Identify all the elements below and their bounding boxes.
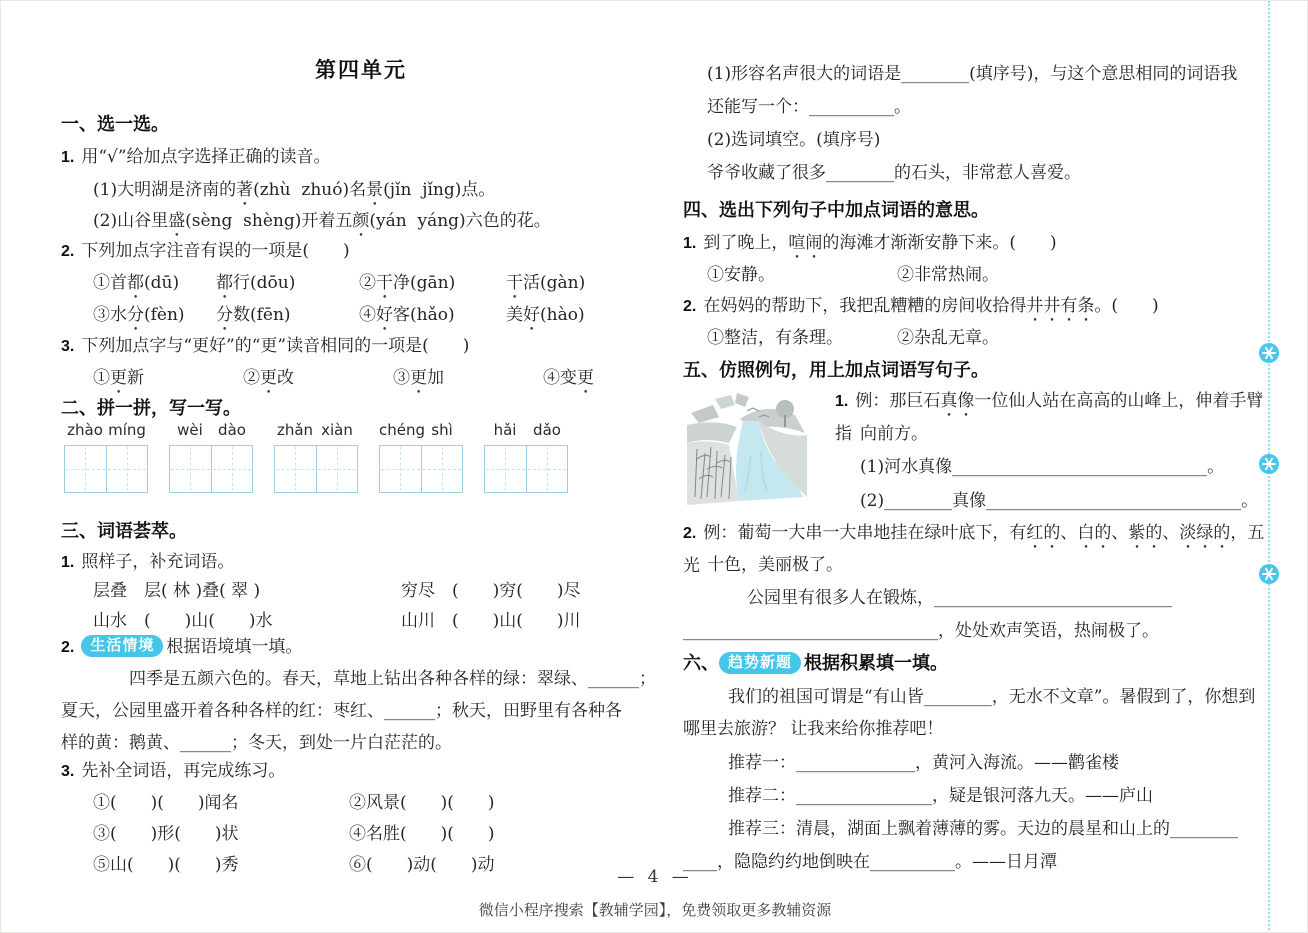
section-5-heading: 五、仿照例句，用上加点词语写句子。: [683, 360, 989, 380]
q3-options-row: [93, 365, 594, 398]
fill-word: ④名胜( )( ): [349, 824, 495, 844]
pinyin-label: hǎi dǎo: [493, 421, 561, 439]
pinyin-label: zhào míng: [67, 421, 146, 439]
cont-line3: (2)选词填空。(填序号): [707, 130, 881, 150]
s6-rec1: 推荐一：______________，黄河入海流。——鹳雀楼: [728, 753, 1119, 773]
grid-group-3: [274, 421, 358, 493]
unit-title: 第四单元: [315, 59, 407, 82]
s5-q1-line1: 1. 例：那巨石真像一位仙人站在高高的山峰上，伸着手臂指: [835, 391, 1264, 444]
s5-q1-line2: 向前方。: [860, 424, 928, 444]
q2-opt8: 美好(hào): [506, 305, 585, 325]
fill-word: ⑥( )动( )动: [349, 855, 495, 875]
s5-q2-line3: 公园里有很多人在锻炼，____________________________: [747, 588, 1172, 608]
s4-q2-opt1: ①整洁，有条理。: [707, 328, 843, 348]
s3-q3-row1: [93, 790, 495, 817]
s3-q2-para1: 四季是五颜六色的。春天，草地上钻出各种各样的绿：翠绿、______；: [129, 669, 656, 689]
s3-q3-row2: [93, 821, 495, 848]
writing-box: [169, 445, 253, 493]
footer-note: 微信小程序搜索【教辅学园】，免费领取更多教辅资源: [478, 902, 832, 919]
s6-rec2: 推荐二：________________，疑是银河落九天。——庐山: [728, 786, 1153, 806]
word-pattern: 山水 ( )山( )水: [93, 611, 273, 631]
s3-q1-row2: [93, 608, 581, 635]
s6-line2: 哪里去旅游？ 让我来给你推荐吧！: [683, 719, 944, 739]
cont-line2: 还能写一个：__________。: [707, 97, 911, 117]
q2-options-row2: [93, 302, 585, 335]
section-4-heading: 四、选出下列句子中加点词语的意思。: [683, 200, 989, 220]
q1-sub2: (2)山谷里盛(sèng shèng)开着五颜(yán yáng)六色的花。: [93, 211, 551, 231]
word-pattern: 层叠 层( 林 )叠( 翠 ): [93, 581, 261, 601]
q3-opt3: ③更加: [393, 368, 444, 388]
page-number: — 4 —: [617, 867, 693, 887]
cont-line1: (1)形容名声很大的词语是________(填序号)，与这个意思相同的词语我: [707, 64, 1238, 84]
q3-opt2: ②更改: [243, 368, 294, 388]
right-column: [683, 1, 1269, 933]
grid-group-4: [379, 421, 463, 493]
s4-q1-options: [707, 262, 999, 289]
pinyin-label: chéng shì: [379, 421, 453, 439]
s3-q1-row1: [93, 578, 581, 605]
pinyin-label: wèi dào: [177, 421, 246, 439]
q2-opt5: ③水分(fèn): [93, 305, 185, 325]
section-3-heading: 三、词语荟萃。: [61, 521, 187, 541]
q2-opt6: 分数(fēn): [216, 305, 291, 325]
q2-opt7: ④好客(hǎo): [359, 305, 455, 325]
fill-word: ②风景( )( ): [349, 793, 495, 813]
q1-stem: [61, 144, 331, 171]
section-6-heading: 六、 趋势新题 根据积累填一填。: [683, 653, 949, 673]
word-pattern: 穷尽 ( )穷( )尽: [401, 581, 581, 601]
pinyin-label: zhǎn xiàn: [276, 421, 353, 439]
q2-options-row1: [93, 270, 585, 303]
snowflake-icon: [1259, 564, 1279, 584]
s3-q2-para2: 夏天，公园里盛开着各种各样的红：枣红、______；秋天，田野里有各种各: [61, 701, 622, 721]
cont-line4: 爷爷收藏了很多________的石头，非常惹人喜爱。: [707, 163, 1081, 183]
q2-text: 下列加点字注音有误的一项是( ): [81, 241, 350, 261]
s3-q1-stem: 1. 照样子，补充词语。: [61, 552, 235, 572]
q3-opt1: ①更新: [93, 368, 144, 388]
q3-opt4: ④变更: [543, 368, 594, 388]
topic-badge: 生活情境: [81, 635, 163, 657]
fill-word: ①( )( )闻名: [93, 793, 239, 813]
s5-q2-line4: ______________________________，处处欢声笑语，热闹极了。: [683, 621, 1159, 641]
q1-sub1: (1)大明湖是济南的著(zhù zhuó)名景(jǐn jǐng)点。: [93, 180, 496, 200]
q2-opt2: 都行(dōu): [216, 273, 296, 293]
fill-word: ⑤山( )( )秀: [93, 855, 239, 875]
s3-q2-para3: 样的黄：鹅黄、______；冬天，到处一片白茫茫的。: [61, 733, 452, 753]
s5-q2-line2: 十色，美丽极了。: [707, 555, 843, 575]
q2-opt1: ①首都(dū): [93, 273, 180, 293]
writing-box: [379, 445, 463, 493]
s4-q2-stem: 2. 在妈妈的帮助下，我把乱糟糟的房间收拾得井井有条。( ): [683, 296, 1159, 316]
writing-box: [274, 445, 358, 493]
topic-badge: 趋势新题: [719, 652, 801, 674]
writing-box: [484, 445, 568, 493]
left-column: [61, 1, 661, 933]
river-illustration: [685, 385, 811, 511]
s4-q1-stem: 1. 到了晚上，喧闹的海滩才渐渐安静下来。( ): [683, 233, 1057, 253]
q3-text: 下列加点字与“更好”的“更”读音相同的一项是( ): [81, 336, 470, 356]
s6-rec4: ____，隐隐约约地倒映在__________。——日月潭: [683, 852, 1057, 872]
s3-q3-stem: 3. 先补全词语，再完成练习。: [61, 761, 286, 781]
q2-opt3: ②干净(gān): [359, 273, 456, 293]
q2-stem: [61, 238, 350, 265]
s4-q1-opt2: ②非常热闹。: [897, 265, 999, 285]
q2-opt4: 干活(gàn): [506, 273, 586, 293]
q1-number: 1.: [61, 149, 75, 166]
s5-q1-blank1: (1)河水真像______________________________。: [860, 457, 1225, 477]
q3-number: 3.: [61, 338, 75, 355]
s4-q2-options: [707, 325, 999, 352]
q1-text: 用“√”给加点字选择正确的读音。: [81, 147, 331, 167]
q3-stem: [61, 333, 469, 360]
grid-group-5: [484, 421, 568, 493]
s5-q1-blank2: (2)________真像______________________________。: [860, 491, 1259, 511]
snowflake-icon: [1259, 343, 1279, 363]
s4-q1-opt1: ①安静。: [707, 265, 775, 285]
word-pattern: 山川 ( )山( )川: [401, 611, 581, 631]
section-1-heading: 一、选一选。: [61, 114, 169, 134]
grid-group-1: [64, 421, 148, 493]
s4-q2-opt2: ②杂乱无章。: [897, 328, 999, 348]
grid-group-2: [169, 421, 253, 493]
pinyin-writing-grids: [64, 421, 568, 493]
q2-number: 2.: [61, 243, 75, 260]
writing-box: [64, 445, 148, 493]
section-2-heading: 二、拼一拼，写一写。: [61, 398, 241, 418]
fill-word: ③( )形( )状: [93, 824, 239, 844]
s6-line1: 我们的祖国可谓是“有山皆________，无水不文章”。暑假到了，你想到: [728, 687, 1256, 707]
s6-rec3: 推荐三：清晨，湖面上飘着薄薄的雾。天边的晨星和山上的________: [728, 819, 1238, 839]
s5-q2-line1: 2. 例：葡萄一大串一大串地挂在绿叶底下，有红的、白的、紫的、淡绿的，五光: [683, 523, 1265, 576]
snowflake-icon: [1259, 454, 1279, 474]
s3-q2-stem: 2. 生活情境 根据语境填一填。: [61, 637, 303, 657]
